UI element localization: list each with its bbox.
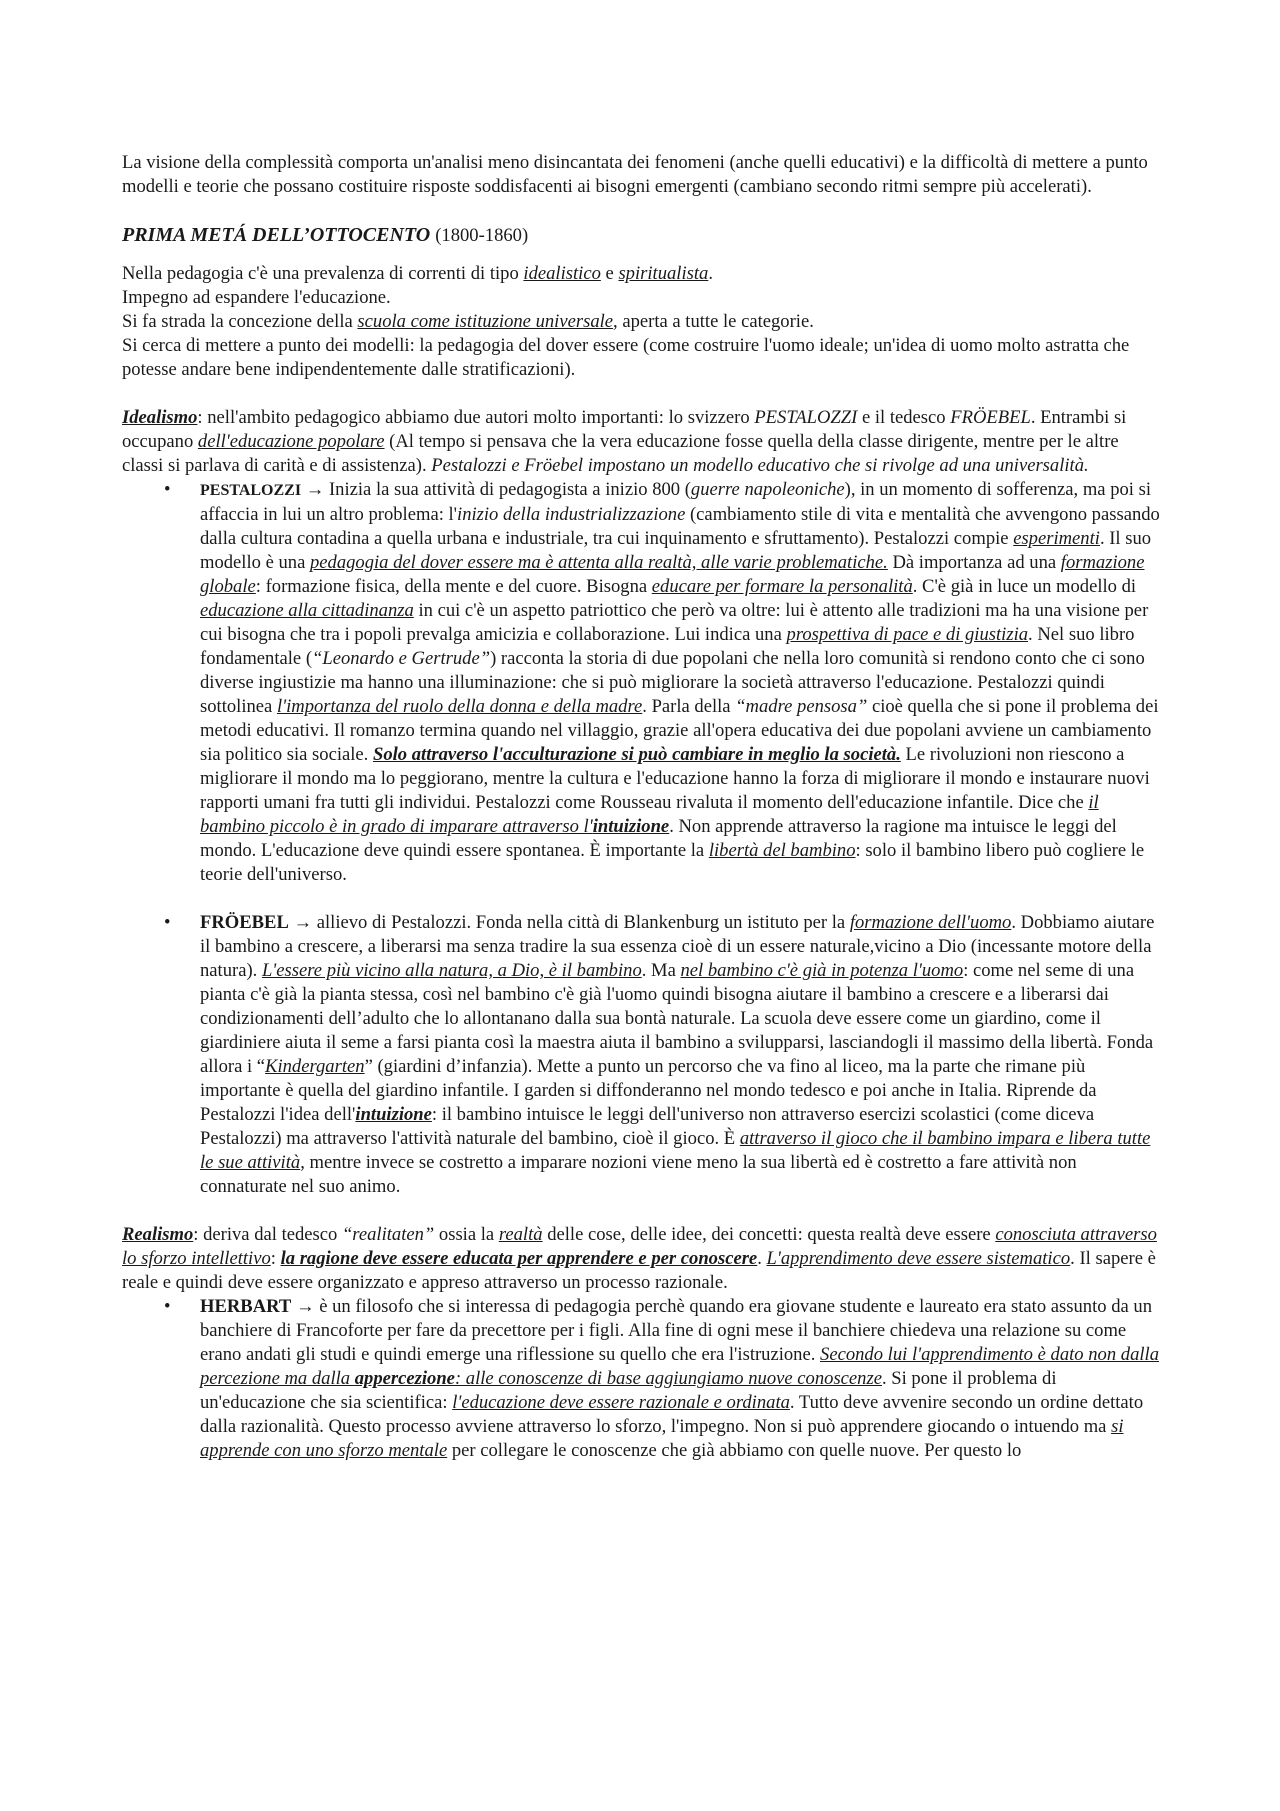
author-name: HERBART <box>200 1296 292 1317</box>
list-item-herbart <box>200 1295 1162 1463</box>
text-run: . Si pone il problema di un'educazione che sia scientifica: <box>200 1368 1057 1413</box>
italic-run: inizio della industrializzazione <box>457 504 686 525</box>
underlined-term: nel bambino c'è già in potenza l'uomo <box>680 960 964 981</box>
text-run: ), in un momento di sofferenza, ma poi si affaccia in lui un altro problema: l' <box>200 479 1152 525</box>
heading-title: PRIMA METÁ DELL’OTTOCENTO <box>122 224 431 246</box>
text-run: . Non apprende attraverso la ragione ma intuisce le leggi del mondo. L'educazione deve quindi essere spontanea. È importante la <box>200 816 1117 861</box>
underlined-term: prospettiva di pace e di giustizia <box>786 624 1029 645</box>
underlined-term: attraverso il gioco che il bambino impara e libera tutte le sue attività <box>200 1128 1151 1173</box>
text-run: : il bambino intuisce le leggi dell'universo non attraverso esercizi scolastici (come diceva Pestalozzi) ma attraverso l'attività naturale del bambino, cioè il gioco. È <box>200 1104 1095 1149</box>
text-run: . Tutto deve avvenire secondo un ordine dettato dalla razionalità. Questo processo avviene attraverso lo sforzo, l'impegno. Non si può apprendere giocando o intuendo ma <box>200 1392 1144 1437</box>
text-run: : nell'ambito pedagogico abbiamo due autori molto importanti: lo svizzero <box>197 407 755 428</box>
pedagogia-paragraph <box>122 262 1162 382</box>
underlined-term: si apprende con uno sforzo mentale <box>200 1416 1124 1461</box>
text-run: . Il sapere è reale e quindi deve essere organizzato e appreso attraverso un processo razionale. <box>122 1248 1156 1293</box>
underlined-term: il bambino piccolo è in grado di imparare attraverso l' <box>200 792 1099 837</box>
underlined-term: realtà <box>498 1224 543 1245</box>
text-run: : come nel seme di una pianta c'è già la pianta stessa, così nel bambino c'è già l'uomo quindi bisogna aiutare il bambino a crescere e a liberarsi dai condizionamenti dell’adulto che lo allontanano dalla sua bontà naturale. La scuola deve essere come un giardino, come il giardiniere aiuta il seme a farsi pianta così la maestra aiuta il bambino a svilupparsi, lasciandogli il massimo della libertà. Fonda allora i “ <box>200 960 1154 1077</box>
term-realismo: Realismo <box>122 1224 194 1245</box>
text-run: in cui c'è un aspetto patriottico che però va oltre: lui è attento alle tradizioni ma ha una visione per cui bisogna che tra i popoli prevalga amicizia e collaborazione. Lui indica una <box>200 600 1149 645</box>
underlined-term: educare per formare la personalità <box>651 576 913 597</box>
bold-underlined-term: appercezione <box>354 1368 455 1389</box>
text-run: ossia la <box>434 1224 499 1245</box>
underlined-term: L'apprendimento deve essere sistematico <box>766 1248 1071 1269</box>
bold-underlined-term: la ragione deve essere educata per apprendere e per conoscere <box>280 1248 758 1269</box>
italic-run: “Leonardo e Gertrude” <box>312 648 491 669</box>
underlined-term: libertà del bambino <box>708 840 856 861</box>
text-run: Le rivoluzioni non riescono a migliorare il mondo ma lo peggiorano, mentre la cultura e l'educazione hanno la forza di migliorare il mondo e instaurare nuovi rapporti umani fra tutti gli individui. Pestalozzi come Rousseau rivaluta il momento dell'educazione infantile. Dice che <box>200 744 1150 813</box>
section-heading <box>122 223 1162 248</box>
underlined-term: conosciuta attraverso lo sforzo intellettivo <box>122 1224 1157 1269</box>
text-run: → Inizia la sua attività di pedagogista a inizio 800 ( <box>301 479 691 500</box>
text-run: ” (giardini d’infanzia). Mette a punto un percorso che va fino al liceo, ma la parte che rimane più importante è quella del giardino infantile. I garden si diffonderanno nel mondo tedesco e poi anche in Italia. Riprende da Pestalozzi l'idea dell' <box>200 1056 1097 1125</box>
underlined-term: idealistico <box>523 263 601 284</box>
underlined-term: formazione dell'uomo <box>849 912 1012 933</box>
text-run: e il tedesco <box>857 407 951 428</box>
list-item-pestalozzi <box>200 478 1162 887</box>
intro-paragraph: La visione della complessità comporta un'analisi meno disincantata dei fenomeni (anche quelli educativi) e la difficoltà di mettere a punto modelli e teorie che possano costituire risposte soddisfacenti ai bisogni emergenti (cambiano secondo ritmi sempre più accelerati). <box>122 152 1148 197</box>
text-run: : deriva dal tedesco <box>193 1224 342 1245</box>
text-run: , aperta a tutte le categorie. <box>613 311 814 332</box>
term-idealismo: Idealismo <box>122 407 198 428</box>
text-run: Si cerca di mettere a punto dei modelli: la pedagogia del dover essere (come costruire l'uomo ideale; un'idea di uomo molto astratta che potesse andare bene indipendentemente dalle stratificazioni). <box>122 335 1130 380</box>
text-run: . Dobbiamo aiutare il bambino a crescere, a liberarsi ma senza tradire la sua essenza cioè di un essere naturale,vicino a Dio (incessante motore della natura). <box>200 912 1155 981</box>
underlined-term: dell'educazione popolare <box>197 431 385 452</box>
author-name: FRÖEBEL <box>200 912 289 933</box>
text-run: ) racconta la storia di due popolani che nella loro comunità si rendono conto che ci sono diverse ingiustizie ma hanno una illuminazione: che si può migliorare la società attraverso l'educazione. Pestalozzi quindi sottolinea <box>200 648 1145 717</box>
italic-run: guerre napoleoniche <box>690 479 845 500</box>
text-run: . Ma <box>641 960 681 981</box>
underlined-term: esperimenti <box>1013 528 1100 549</box>
italic-run: Pestalozzi e Fröebel impostano un modello educativo che si rivolge ad una universalità. <box>431 455 1089 476</box>
underlined-term: formazione globale <box>200 552 1145 597</box>
italic-run: PESTALOZZI <box>754 407 858 428</box>
text-run: → è un filosofo che si interessa di pedagogia perchè quando era giovane studente e laureato era stato assunto da un banchiere di Francoforte per fare da precettore per i figli. Alla fine di ogni mese il banchiere chiedeva una relazione su come erano andati gli studi e quindi emerge una riflessione su quello che era l'istruzione. <box>200 1296 1153 1365</box>
realismo-paragraph <box>122 1223 1162 1295</box>
text-run: Nella pedagogia c'è una prevalenza di correnti di tipo <box>122 263 524 284</box>
list-item-froebel <box>200 911 1162 1199</box>
text-run: delle cose, delle idee, dei concetti: questa realtà deve essere <box>542 1224 996 1245</box>
text-run: e <box>600 263 619 284</box>
text-run: . Il suo modello è una <box>200 528 1152 573</box>
text-run: (cambiamento stile di vita e mentalità che avvengono passando dalla cultura contadina a quella urbana e industriale, tra cui inquinamento e sfruttamento). Pestalozzi compie <box>200 504 1160 549</box>
idealismo-paragraph <box>122 406 1162 478</box>
author-list-realismo <box>122 1295 1162 1463</box>
text-run: : <box>270 1248 281 1269</box>
text-run: . C'è già in luce un modello di <box>912 576 1137 597</box>
document-body <box>122 151 1162 1463</box>
underlined-term: l'importanza del ruolo della donna e della madre <box>276 696 643 717</box>
bold-underlined-term: intuizione <box>355 1104 432 1125</box>
underlined-term: spiritualista <box>618 263 709 284</box>
text-run: Si fa strada la concezione della <box>122 311 358 332</box>
text-run: Dà importanza ad una <box>887 552 1061 573</box>
text-run: : solo il bambino libero può cogliere le teorie dell'universo. <box>200 840 1145 885</box>
bold-underlined-term: intuizione <box>592 816 670 837</box>
text-run: . <box>708 263 713 284</box>
text-run: per collegare le conoscenze che già abbiamo con quelle nuove. Per questo lo <box>447 1440 1022 1461</box>
text-run: → allievo di Pestalozzi. Fonda nella città di Blankenburg un istituto per la <box>288 912 850 933</box>
text-run: Impegno ad espandere l'educazione. <box>122 287 391 308</box>
text-run: (Al tempo si pensava che la vera educazione fosse quella della classe dirigente, mentre per le altre classi si parlava di carità e di assistenza). <box>122 431 1119 476</box>
underlined-term: educazione alla cittadinanza <box>200 600 414 621</box>
text-run: : formazione fisica, della mente e del cuore. Bisogna <box>255 576 652 597</box>
text-run: , mentre invece se costretto a imparare nozioni viene meno la sua libertà ed è costretto a fare attività non connaturate nel suo animo. <box>200 1152 1077 1197</box>
list-spacer <box>200 887 1162 911</box>
paragraph-spacer <box>122 1199 1162 1223</box>
author-list-froebel <box>122 911 1162 1199</box>
underlined-term: : alle conoscenze di base aggiungiamo nuove conoscenze <box>454 1368 882 1389</box>
italic-run: “madre pensosa” <box>735 696 868 717</box>
bold-underlined-term: Solo attraverso l'acculturazione si può cambiare in meglio la società. <box>372 744 901 765</box>
text-run: . Parla della <box>642 696 736 717</box>
underlined-term: scuola come istituzione universale <box>357 311 614 332</box>
text-run: . <box>757 1248 767 1269</box>
author-name: PESTALOZZI <box>200 482 302 499</box>
underlined-term: Kindergarten <box>265 1056 365 1077</box>
italic-run: “realitaten” <box>341 1224 435 1245</box>
underlined-term: l'educazione deve essere razionale e ordinata <box>452 1392 790 1413</box>
heading-years: (1800-1860) <box>435 225 529 246</box>
underlined-term: Secondo lui l'apprendimento è dato non dalla percezione ma dalla <box>200 1344 1159 1389</box>
text-run: . Entrambi si occupano <box>122 407 1127 452</box>
author-list-idealismo <box>122 478 1162 911</box>
text-run: cioè quella che si pone il problema dei metodi educativi. Il romanzo termina quando nel villaggio, grazie all'opera educativa dei due popolani avviene un cambiamento sia politico sia sociale. <box>200 696 1159 765</box>
italic-run: FRÖEBEL <box>950 407 1031 428</box>
underlined-term: pedagogia del dover essere ma è attenta alla realtà, alle varie problematiche. <box>309 552 888 573</box>
underlined-term: L'essere più vicino alla natura, a Dio, è il bambino <box>261 960 642 981</box>
text-run: . Nel suo libro fondamentale ( <box>200 624 1135 669</box>
